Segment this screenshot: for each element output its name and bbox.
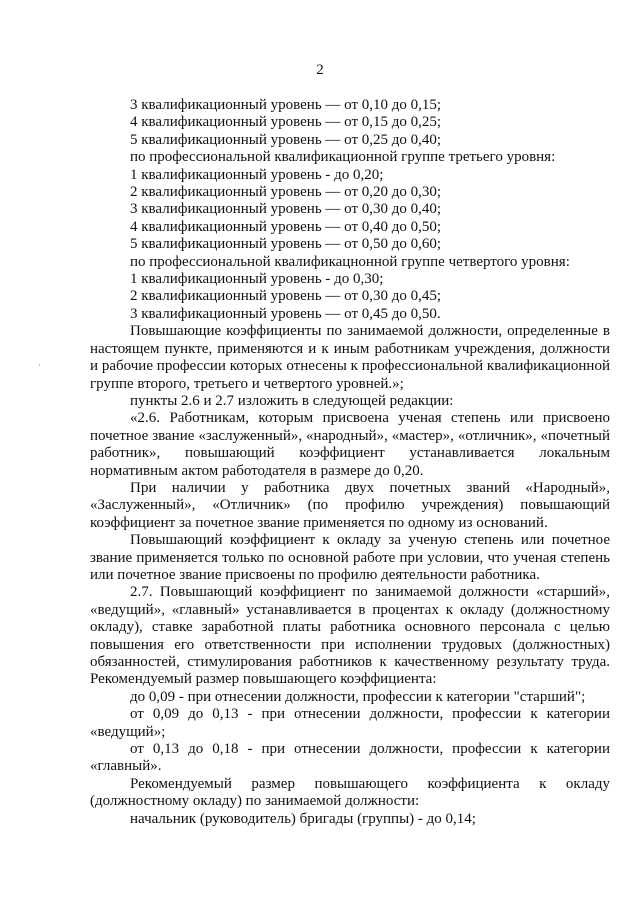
qualification-level-line: 3 квалификационный уровень — от 0,45 до 0,50. xyxy=(130,305,441,322)
paragraph-2-6: «2.6. Работникам, которым присвоена ученая степень или присвоено почетное звание «заслуженный», «народный», «мастер», «отличник», «почетный работник», повышающий коэффициент устанавливается локальным нормативным актом работодателя в размере до 0,20. xyxy=(90,410,610,479)
qualification-level-line: 2 квалификационный уровень — от 0,30 до 0,45; xyxy=(130,288,442,305)
coefficient-leading-paragraph: от 0,09 до 0,13 - при отнесении должности, профессии к категории «ведущий»; xyxy=(90,706,610,740)
qualification-level-line: 5 квалификационный уровень — от 0,25 до 0,40; xyxy=(130,131,442,148)
document-body xyxy=(90,97,610,828)
brigade-leader-line: начальник (руководитель) бригады (группы) - до 0,14; xyxy=(130,810,476,827)
paragraph-main-work: Повышающий коэффициент к окладу за ученую степень или почетное звание применяется только по основной работе при условии, что ученая степень или почетное звание присвоены по профилю деятельности работника. xyxy=(90,532,610,583)
coefficient-chief-paragraph: от 0,13 до 0,18 - при отнесении должности, профессии к категории «главный». xyxy=(90,741,610,775)
coefficient-senior-line: до 0,09 - при отнесении должности, профессии к категории "старший"; xyxy=(130,688,586,705)
page-number: 2 xyxy=(316,62,324,78)
paragraph-items-intro: пункты 2.6 и 2.7 изложить в следующей редакции: xyxy=(130,392,454,409)
qualification-level-line: 3 квалификационный уровень — от 0,30 до 0,40; xyxy=(130,201,442,218)
qualification-level-line: 5 квалификационный уровень — от 0,50 до 0,60; xyxy=(130,236,442,253)
qualification-level-line: 4 квалификационный уровень — от 0,15 до 0,25; xyxy=(130,114,442,131)
qualification-level-line: 1 квалификационный уровень - до 0,20; xyxy=(130,166,384,183)
group-heading: по профессиональной квалификацнонной группе четвертого уровня: xyxy=(130,253,570,270)
qualification-level-line: 1 квалификационный уровень - до 0,30; xyxy=(130,271,384,288)
qualification-level-line: 4 квалификационный уровень — от 0,40 до 0,50; xyxy=(130,218,442,235)
paragraph-recommended: Рекомендуемый размер повышающего коэффициента к окладу (должностному окладу) по занимаемой должности: xyxy=(90,775,610,810)
qualification-level-line: 2 квалификационный уровень — от 0,20 до 0,30; xyxy=(130,184,442,201)
qualification-level-line: 3 квалификационный уровень — от 0,10 до 0,15; xyxy=(130,97,442,113)
paragraph-two-titles: При наличии у работника двух почетных званий «Народный», «Заслуженный», «Отличник» (по профилю учреждения) повышающий коэффициент за почетное звание применяется по одному из оснований. xyxy=(90,479,610,531)
paragraph-2-7: 2.7. Повышающий коэффициент по занимаемой должности «старший», «ведущий», «главный» устанавливается в процентах к окладу (должностному окладу), ставке заработной платы работника основного персонала с целью повышения его ответственности при исполнении трудовых (должностных) обязанностей, стимулирования работников к качественному результату труда. Рекомендуемый размер повышающего коэффициента: xyxy=(90,584,610,688)
group-heading: по профессиональной квалификационной группе третьего уровня: xyxy=(130,149,556,166)
paragraph-coefficients: Повышающие коэффициенты по занимаемой должности, определенные в настоящем пункте, применяются и к иным работникам учреждения, должности и рабочие профессии которых отнесены к профессиональной квалификационной группе второго, третьего и четвертого уровней.»; xyxy=(90,323,610,392)
scan-mark: · xyxy=(38,360,41,370)
